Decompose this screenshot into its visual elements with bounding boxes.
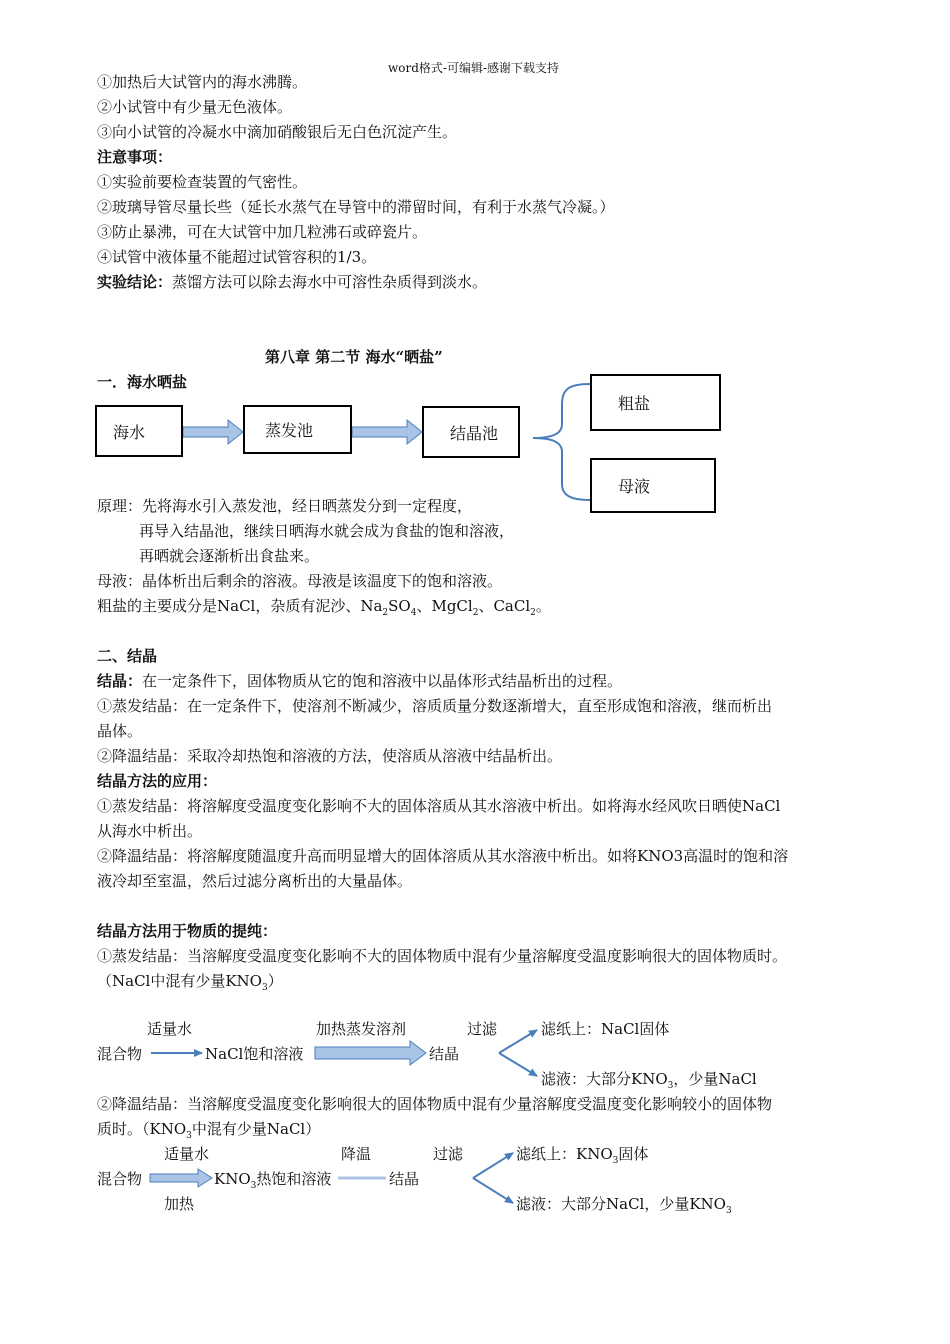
f2-filter: 过滤 <box>433 1145 464 1163</box>
purify1-line2: （NaCl中混有少量$KNO_3$） <box>97 972 283 993</box>
f2-water: 适量水 <box>164 1145 210 1163</box>
f1-paper: 滤纸上：NaCl固体 <box>541 1020 670 1038</box>
note-3: ③防止暴沸，可在大试管中加几粒沸石或碎瓷片。 <box>97 223 428 241</box>
f2-arrow-down <box>473 1178 513 1203</box>
crude-salt-composition: 粗盐的主要成分是NaCl，杂质有泥沙、$Na_2SO_4$、MgCl$_2$、CaCl$_2$。 <box>97 597 551 618</box>
f1-water: 适量水 <box>147 1020 193 1038</box>
purify2-line2: 质时。（$KNO_3$中混有少量NaCl） <box>97 1120 321 1141</box>
f1-filter: 过滤 <box>467 1020 498 1038</box>
mother-liquor-def: 母液：晶体析出后剩余的溶液。母液是该温度下的饱和溶液。 <box>97 572 503 590</box>
f2-solution: $KNO_3$热饱和溶液 <box>214 1170 332 1191</box>
f2-mixture: 混合物 <box>97 1170 143 1188</box>
principle-3: 再晒就会逐渐析出食盐来。 <box>139 547 320 565</box>
f2-paper: 滤纸上：$KNO_3$固体 <box>516 1145 649 1166</box>
f2-heat: 加热 <box>164 1195 195 1213</box>
f2-filtrate: 滤液：大部分NaCl，少量$KNO_3$ <box>516 1195 732 1216</box>
note-4: ④试管中液体量不能超过试管容积的1/3。 <box>97 248 377 266</box>
evap-crystal-2: 晶体。 <box>97 722 143 740</box>
f1-crystal: 结晶 <box>429 1045 460 1063</box>
note-1: ①实验前要检查装置的气密性。 <box>97 173 308 191</box>
box-seawater: 海水 <box>95 405 183 457</box>
flow-arrow-1 <box>183 420 243 444</box>
f1-arrow-heat <box>315 1041 426 1065</box>
f2-arrow-water <box>150 1169 212 1187</box>
conclusion-label: 实验结论： <box>97 273 173 291</box>
crystallization-def: 结晶：在一定条件下，固体物质从它的饱和溶液中以晶体形式结晶析出的过程。 <box>97 672 623 690</box>
purify2-line1: ②降温结晶：当溶解度受温度变化影响很大的固体物质中混有少量溶解度受温度变化影响较小的固体物 <box>97 1095 773 1113</box>
f2-arrow-up <box>473 1153 513 1178</box>
principle-2: 再导入结晶池，继续日晒海水就会成为食盐的饱和溶液， <box>139 522 515 540</box>
box-mother-liquor: 母液 <box>590 458 716 513</box>
box-crude-salt: 粗盐 <box>590 374 721 431</box>
conclusion-text: 蒸馏方法可以除去海水中可溶性杂质得到淡水。 <box>172 273 488 291</box>
phenomenon-3: ③向小试管的冷凝水中滴加硝酸银后无白色沉淀产生。 <box>97 123 458 141</box>
phenomenon-1: ①加热后大试管内的海水沸腾。 <box>97 73 308 91</box>
f1-heat-evap: 加热蒸发溶剂 <box>316 1020 407 1038</box>
f2-crystal: 结晶 <box>389 1170 420 1188</box>
brace <box>533 384 590 500</box>
app2-line1: ②降温结晶：将溶解度随温度升高而明显增大的固体溶质从其水溶液中析出。如将KNO3高温时的饱和溶 <box>97 847 789 865</box>
notes-title: 注意事项： <box>97 148 173 166</box>
chapter-title: 第八章 第二节 海水“晒盐” <box>265 348 443 366</box>
box-crystallization-pond: 结晶池 <box>422 406 520 458</box>
f2-cool: 降温 <box>341 1145 372 1163</box>
f1-arrow-down <box>499 1053 537 1076</box>
flow-arrow-2 <box>352 420 422 444</box>
section1-title: 一．海水晒盐 <box>97 373 188 391</box>
phenomenon-2: ②小试管中有少量无色液体。 <box>97 98 293 116</box>
principle-1: 原理：先将海水引入蒸发池，经日晒蒸发分到一定程度， <box>97 497 473 515</box>
app2-line2: 液冷却至室温，然后过滤分离析出的大量晶体。 <box>97 872 413 890</box>
app-title: 结晶方法的应用： <box>97 772 218 790</box>
purify1-line1: ①蒸发结晶：当溶解度受温度变化影响不大的固体物质中混有少量溶解度受温度影响很大的固体物质时。 <box>97 947 788 965</box>
app1-line1: ①蒸发结晶：将溶解度受温度变化影响不大的固体溶质从其水溶液中析出。如将海水经风吹日晒使NaCl <box>97 797 781 815</box>
f1-solution: NaCl饱和溶液 <box>205 1045 304 1063</box>
purify-title: 结晶方法用于物质的提纯： <box>97 922 278 940</box>
f1-mixture: 混合物 <box>97 1045 143 1063</box>
f1-arrow-up <box>499 1030 537 1053</box>
box-evaporation-pond: 蒸发池 <box>243 405 352 454</box>
evap-crystal-1: ①蒸发结晶：在一定条件下，使溶剂不断减少，溶质质量分数逐渐增大，直至形成饱和溶液，继而析出 <box>97 697 773 715</box>
f1-filtrate: 滤液：大部分$KNO_3$，少量NaCl <box>541 1070 757 1091</box>
app1-line2: 从海水中析出。 <box>97 822 203 840</box>
note-2: ②玻璃导管尽量长些（延长水蒸气在导管中的滞留时间，有利于水蒸气冷凝。） <box>97 198 615 216</box>
page-header: word格式-可编辑-感谢下载支持 <box>388 61 560 75</box>
cool-crystal: ②降温结晶：采取冷却热饱和溶液的方法，使溶质从溶液中结晶析出。 <box>97 747 563 765</box>
section2-title: 二、结晶 <box>97 647 158 665</box>
